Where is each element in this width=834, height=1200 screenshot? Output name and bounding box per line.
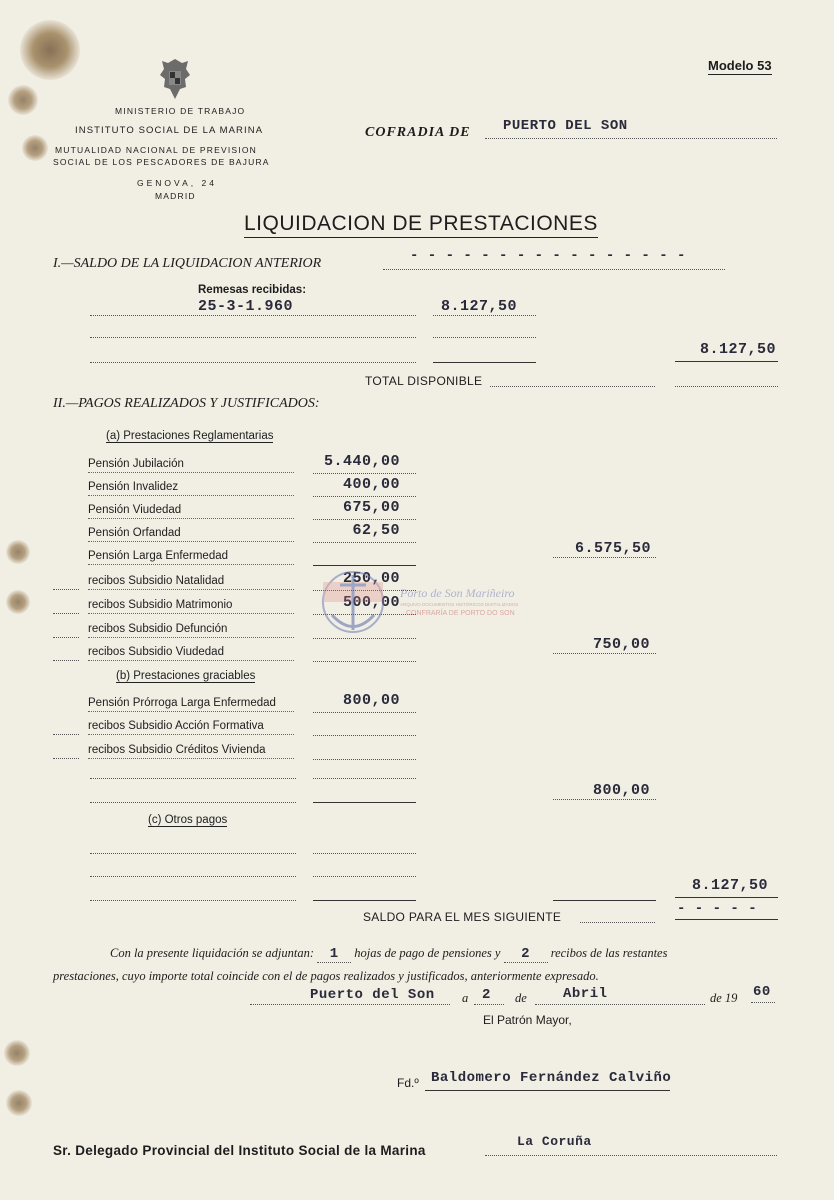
page-title: LIQUIDACION DE PRESTACIONES	[244, 212, 598, 238]
mutualidad-line-2: SOCIAL DE LOS PESCADORES DE BAJURA	[53, 157, 270, 167]
section-1-dashes: - - - - - - - - - - - - - - - -	[410, 248, 686, 264]
burn-stain	[20, 20, 80, 80]
place-value: Puerto del Son	[310, 987, 435, 1003]
month-field[interactable]	[535, 986, 705, 1005]
reglamentaria-1-amount-field[interactable]	[313, 453, 416, 474]
fdo-label: Fd.º	[397, 1076, 419, 1090]
burn-stain	[6, 590, 30, 614]
patron-label: El Patrón Mayor,	[483, 1013, 572, 1027]
reglamentaria-2-label: Pensión Invalidez	[88, 481, 181, 493]
mutualidad-line-1: MUTUALIDAD NACIONAL DE PREVISION	[55, 145, 257, 155]
c-line-2-right[interactable]	[313, 866, 416, 877]
stamp-line-2: ARQUIVO DOCUMENTOS HISTÓRICOS DIXITALIZADOS	[400, 602, 519, 607]
delegado-place-value: La Coruña	[517, 1134, 592, 1149]
c-line-3-left[interactable]	[90, 890, 296, 901]
instituto-label: INSTITUTO SOCIAL DE LA MARINA	[75, 125, 264, 136]
c-line-3-right[interactable]	[313, 890, 416, 901]
reglamentaria-6-label: recibos Subsidio Natalidad	[88, 575, 227, 587]
c-line-2-left[interactable]	[90, 866, 296, 877]
reglamentaria-6-count-field[interactable]	[53, 581, 79, 590]
reglamentaria-9-label: recibos Subsidio Viudedad	[88, 646, 227, 658]
b-subtotal: 800,00	[593, 782, 651, 799]
b-extra-line-2-right[interactable]	[313, 792, 416, 803]
ministerio-label: MINISTERIO DE TRABAJO	[115, 106, 246, 116]
date-a: a	[462, 991, 469, 1005]
closing-text-1c: recibos de las restantes	[550, 946, 668, 960]
signer-value: Baldomero Fernández Calviño	[431, 1070, 672, 1086]
a-subtotal-1: 6.575,50	[575, 540, 652, 557]
reglamentaria-3-label: Pensión Viudedad	[88, 504, 184, 516]
saldo-label: SALDO PARA EL MES SIGUIENTE	[363, 910, 562, 924]
graciable-1-label: Pensión Prórroga Larga Enfermedad	[88, 697, 279, 709]
reglamentaria-7-count-field[interactable]	[53, 605, 79, 614]
graciable-3-amount-field[interactable]	[313, 744, 416, 760]
burn-stain	[4, 1040, 30, 1066]
closing-text-1b: hojas de pago de pensiones y	[354, 946, 501, 960]
remesa-amount-field-2[interactable]	[433, 325, 536, 338]
graciable-3-label: recibos Subsidio Créditos Vivienda	[88, 744, 269, 756]
subtotal-value: 8.127,50	[699, 341, 776, 358]
reglamentaria-9-amount-field[interactable]	[313, 646, 416, 662]
graciable-2-amount-field[interactable]	[313, 720, 416, 736]
signer-field[interactable]	[425, 1068, 670, 1091]
total-pagos-field[interactable]	[675, 877, 778, 898]
burn-stain	[6, 1090, 32, 1116]
closing-line-1	[110, 946, 667, 963]
reglamentaria-1-label: Pensión Jubilación	[88, 458, 187, 470]
reglamentaria-4-label: Pensión Orfandad	[88, 527, 184, 539]
reglamentaria-3-amount: 675,00	[342, 499, 400, 516]
graciable-2-count-field[interactable]	[53, 726, 79, 735]
reglamentaria-8-label: recibos Subsidio Defunción	[88, 623, 230, 635]
delegado-place-field[interactable]	[485, 1134, 777, 1156]
c-subtotal-field[interactable]	[553, 890, 656, 901]
reglamentaria-5-label: Pensión Larga Enfermedad	[88, 550, 231, 562]
remesa-date: 25-3-1.960	[198, 298, 294, 315]
total-disponible-field[interactable]	[675, 375, 778, 387]
date-de-2: de 19	[710, 991, 738, 1005]
section-1-heading: I.—SALDO DE LA LIQUIDACION ANTERIOR	[53, 256, 322, 271]
total-disponible-leader	[490, 377, 655, 387]
c-line-1-left[interactable]	[90, 843, 296, 854]
remesa-date-field-2[interactable]	[90, 325, 416, 338]
address-city: MADRID	[155, 191, 196, 201]
archive-stamp	[318, 560, 518, 645]
recibos-value: 2	[521, 946, 531, 962]
a-subtotal-2: 750,00	[593, 636, 651, 653]
b-extra-line-2-left[interactable]	[90, 792, 296, 803]
burn-stain	[8, 85, 38, 115]
cofradia-field[interactable]	[485, 120, 777, 139]
modelo-label: Modelo 53	[708, 58, 772, 73]
a-subtotal-2-field[interactable]	[553, 638, 656, 654]
hojas-value: 1	[329, 946, 339, 962]
b-extra-line-1-right[interactable]	[313, 768, 416, 779]
b-extra-line-1-left[interactable]	[90, 768, 296, 779]
hojas-field[interactable]	[317, 946, 351, 963]
closing-text-1a: Con la presente liquidación se adjuntan:	[110, 946, 315, 960]
day-value: 2	[482, 987, 491, 1003]
c-line-1-right[interactable]	[313, 843, 416, 854]
graciable-2-label: recibos Subsidio Acción Formativa	[88, 720, 267, 732]
recibos-field[interactable]	[504, 946, 548, 963]
a-subtotal-1-field[interactable]	[553, 542, 656, 558]
section-c-heading: (c) Otros pagos	[148, 814, 228, 826]
section-2-heading: II.—PAGOS REALIZADOS Y JUSTIFICADOS:	[53, 396, 320, 411]
anchor-logo-icon	[318, 560, 388, 645]
reglamentaria-7-amount: 500,00	[342, 594, 400, 611]
graciable-3-count-field[interactable]	[53, 750, 79, 759]
reglamentaria-4-amount: 62,50	[352, 522, 400, 539]
remesa-date-field-3[interactable]	[90, 350, 416, 363]
stamp-line-1: Porto de Son Mariñeiro	[400, 586, 515, 600]
remesa-amount-field[interactable]	[433, 300, 536, 316]
place-field[interactable]	[250, 989, 450, 1005]
remesas-label: Remesas recibidas:	[198, 284, 307, 296]
cofradia-value: PUERTO DEL SON	[503, 118, 628, 134]
stamp-line-3: CONFRARÍA DE PORTO DO SON	[406, 610, 515, 617]
remesa-amount-field-3[interactable]	[433, 350, 536, 363]
total-disponible-label: TOTAL DISPONIBLE	[365, 374, 483, 388]
subtotal-field[interactable]	[675, 341, 778, 362]
reglamentaria-2-amount: 400,00	[342, 476, 400, 493]
saldo-leader	[580, 913, 655, 923]
reglamentaria-6-amount: 250,00	[342, 570, 400, 587]
burn-stain	[22, 135, 48, 161]
month-value: Abril	[563, 986, 608, 1002]
address-street: GENOVA, 24	[137, 178, 217, 188]
total-pagos: 8.127,50	[691, 877, 768, 894]
day-field[interactable]	[474, 989, 504, 1005]
year-field[interactable]	[751, 984, 775, 1003]
reglamentaria-7-label: recibos Subsidio Matrimonio	[88, 599, 235, 611]
reglamentaria-8-count-field[interactable]	[53, 629, 79, 638]
cofradia-label: COFRADIA DE	[365, 125, 471, 140]
reglamentaria-4-amount-field[interactable]	[313, 522, 416, 543]
saldo-value: - - - - -	[677, 901, 758, 917]
year-value: 60	[753, 984, 771, 1000]
graciable-1-amount: 800,00	[342, 692, 400, 709]
reglamentaria-1-amount: 5.440,00	[323, 453, 400, 470]
reglamentaria-3-amount-field[interactable]	[313, 499, 416, 520]
delegado-label: Sr. Delegado Provincial del Instituto Social de la Marina	[53, 1143, 426, 1158]
section-a-heading: (a) Prestaciones Reglamentarias	[106, 430, 274, 442]
date-de-1: de	[515, 991, 527, 1005]
section-b-heading: (b) Prestaciones graciables	[116, 670, 256, 682]
reglamentaria-9-count-field[interactable]	[53, 652, 79, 661]
graciable-1-amount-field[interactable]	[313, 692, 416, 713]
reglamentaria-2-amount-field[interactable]	[313, 476, 416, 497]
remesa-date-field[interactable]	[90, 300, 416, 316]
saldo-field[interactable]	[675, 901, 778, 920]
burn-stain	[6, 540, 30, 564]
b-subtotal-field[interactable]	[553, 784, 656, 800]
coat-of-arms-icon	[158, 57, 192, 106]
closing-line-2: prestaciones, cuyo importe total coincide con el de pagos realizados y justificados, anteriormente expresado.	[53, 969, 599, 983]
remesa-amount: 8.127,50	[441, 298, 518, 315]
